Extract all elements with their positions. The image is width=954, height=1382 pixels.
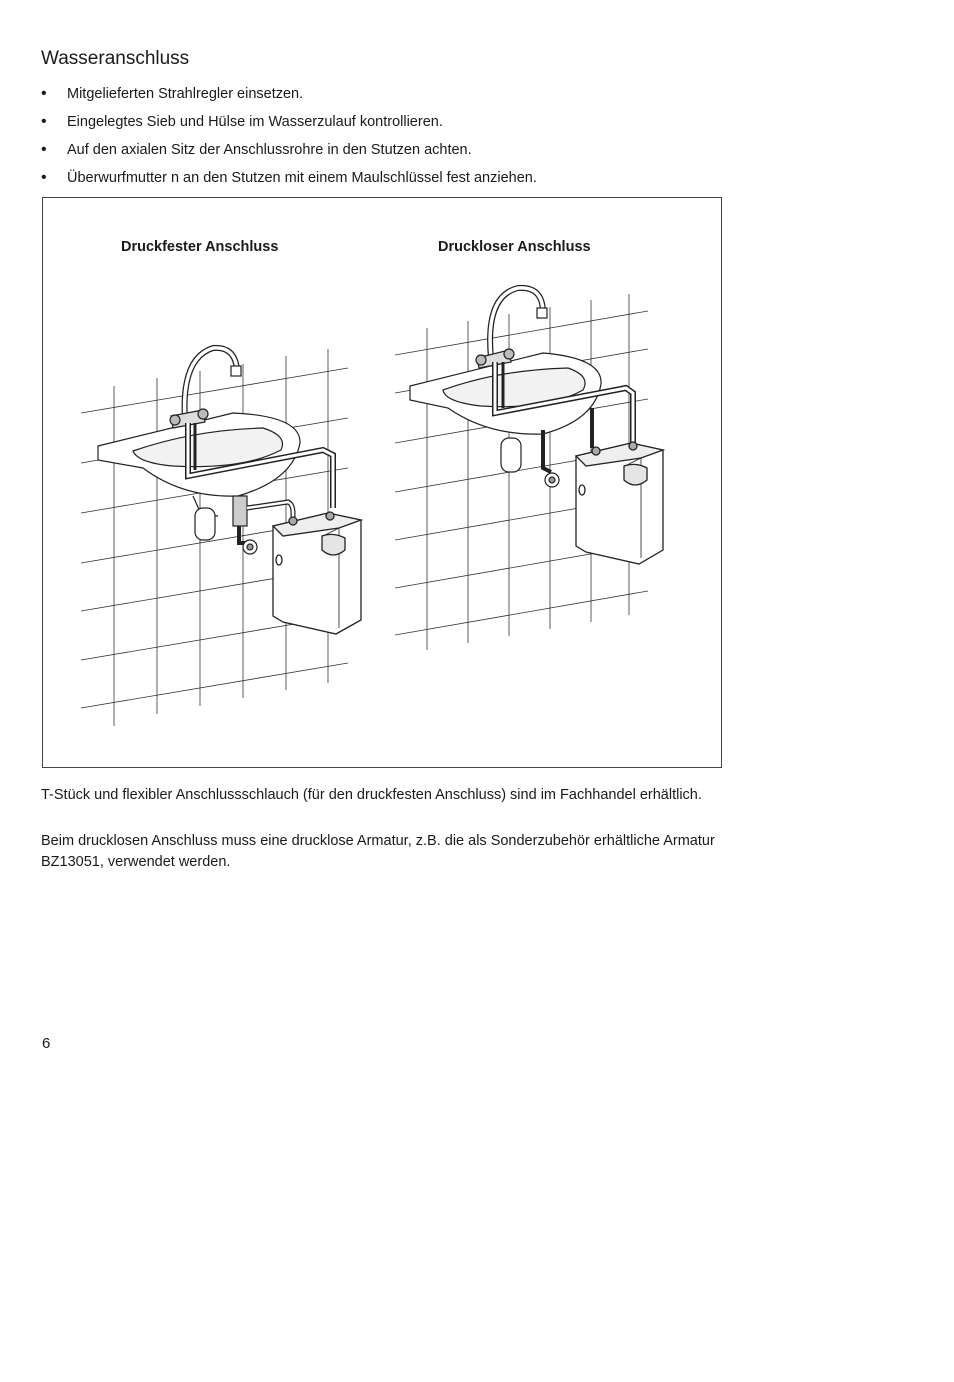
installation-figure — [42, 197, 722, 768]
instruction-list — [41, 84, 537, 196]
list-item-text: Mitgelieferten Strahlregler einsetzen. — [67, 86, 304, 102]
left-caption: Druckfester Anschluss — [121, 239, 279, 255]
bullet-icon: • — [41, 85, 47, 102]
list-item — [41, 84, 537, 112]
list-item-text: Eingelegtes Sieb und Hülse im Wasserzulauf kontrollieren. — [67, 114, 443, 130]
water-heater-right — [576, 442, 663, 564]
water-heater-left — [273, 512, 361, 634]
bullet-icon: • — [41, 113, 47, 130]
list-item-text: Auf den axialen Sitz der Anschlussrohre in den Stutzen achten. — [67, 142, 472, 158]
list-item — [41, 168, 537, 196]
list-item-text: Überwurfmutter n an den Stutzen mit einem Maulschlüssel fest anziehen. — [67, 170, 537, 186]
note-paragraph: T-Stück und flexibler Anschlussschlauch (für den druckfesten Anschluss) sind im Fachhandel erhältlich. — [41, 787, 702, 803]
installation-illustration — [43, 198, 721, 767]
list-item — [41, 140, 537, 168]
page-number: 6 — [42, 1035, 51, 1052]
bullet-icon: • — [41, 169, 47, 186]
right-caption: Druckloser Anschluss — [438, 239, 591, 255]
bullet-icon: • — [41, 141, 47, 158]
note-paragraph: Beim drucklosen Anschluss muss eine drucklose Armatur, z.B. die als Sonderzubehör erhältliche Armatur BZ13051, verwendet werden. — [41, 833, 715, 870]
section-title: Wasseranschluss — [41, 48, 190, 69]
list-item — [41, 112, 537, 140]
